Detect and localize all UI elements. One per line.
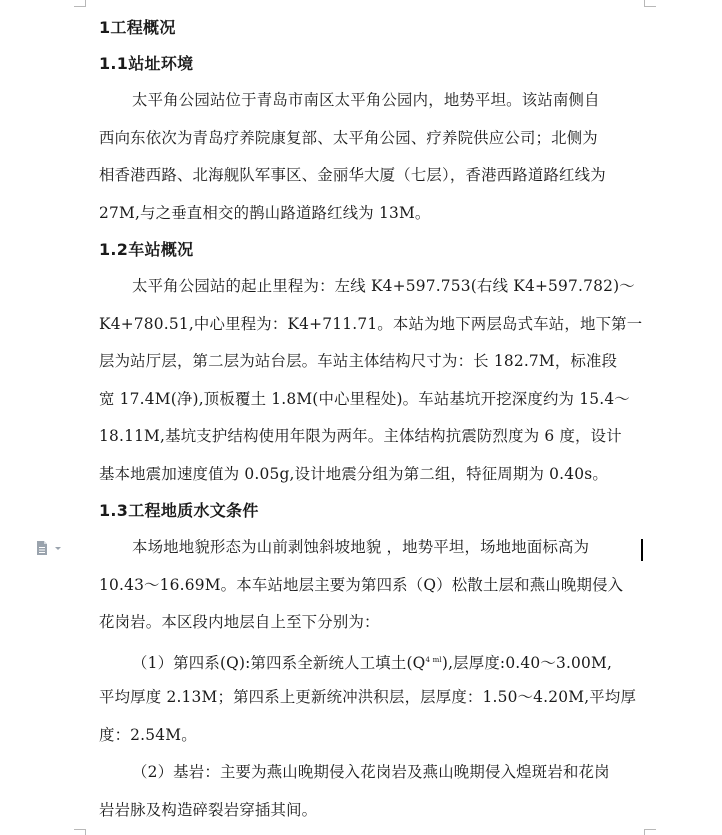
section-1-3-title: 1.3工程地质水文条件 bbox=[99, 501, 259, 520]
crop-mark-top-right bbox=[644, 0, 645, 7]
section-1-2-title: 1.2车站概况 bbox=[99, 240, 194, 259]
crop-mark-top-left bbox=[74, 6, 85, 7]
paragraph-line: 层为站厅层，第二层为站台层。车站主体结构尺寸为：长 182.7M，标准段 bbox=[99, 352, 618, 370]
paragraph-line: 花岗岩。本区段内地层自上至下分别为： bbox=[99, 613, 380, 631]
crop-mark-top-right bbox=[644, 6, 656, 7]
paragraph-line: 相香港西路、北海舰队军事区、金丽华大厦（七层），香港西路道路红线为 bbox=[99, 166, 606, 184]
list-item-2 bbox=[99, 754, 644, 829]
paragraph-line: 18.11M,基坑支护结构使用年限为两年。主体结构抗震防烈度为 6 度，设计 bbox=[99, 427, 622, 445]
paragraph-line: 西向东依次为青岛疗养院康复部、太平角公园、疗养院供应公司；北侧为 bbox=[99, 128, 598, 147]
section-1-title: 1工程概况 bbox=[99, 18, 176, 37]
paragraph-options-icon[interactable] bbox=[36, 540, 62, 554]
crop-mark-bottom-right bbox=[644, 829, 645, 835]
paragraph-line: 太平角公园站位于青岛市南区太平角公园内，地势平坦。该站南侧自 bbox=[132, 91, 600, 109]
paragraph-line: 宽 17.4M(净),顶板覆土 1.8M(中心里程处)。车站基坑开挖深度约为 15.4～ bbox=[99, 389, 630, 408]
paragraph-line: （2）基岩：主要为燕山晚期侵入花岗岩及燕山晚期侵入煌斑岩和花岗 bbox=[132, 763, 610, 781]
list-item-first-line bbox=[99, 642, 644, 680]
list-item-1 bbox=[99, 642, 644, 755]
section-1-1-paragraph bbox=[99, 82, 644, 232]
list-item-text: （1）第四系(Q):第四系全新统人工填土(Q bbox=[132, 653, 426, 672]
paragraph-line: 本场地地貌形态为山前剥蚀斜坡地貌 ，地势平坦，场地地面标高为 bbox=[132, 538, 590, 556]
paragraph-line: 10.43～16.69M。本车站地层主要为第四系（Q）松散土层和燕山晚期侵入 bbox=[99, 575, 624, 594]
section-1-3-paragraph bbox=[99, 529, 644, 642]
paragraph-line: 基本地震加速度值为 0.05g,设计地震分组为第二组，特征周期为 0.40s。 bbox=[99, 464, 608, 483]
crop-mark-bottom-right bbox=[644, 829, 656, 830]
paragraph-line: 度：2.54M。 bbox=[99, 725, 197, 744]
crop-mark-bottom-left bbox=[74, 829, 85, 830]
paragraph-line: 27M,与之垂直相交的鹊山路道路红线为 13M。 bbox=[99, 203, 431, 222]
paragraph-line: 岩岩脉及构造碎裂岩穿插其间。 bbox=[99, 800, 318, 819]
section-1-1-title: 1.1站址环境 bbox=[99, 54, 194, 73]
list-item-text: ),层厚度:0.40～3.00M, bbox=[441, 653, 613, 672]
geology-code-superscript: 4 ml bbox=[425, 655, 442, 664]
crop-mark-top-left bbox=[85, 0, 86, 7]
paragraph-line: K4+780.51,中心里程为：K4+711.71。本站为地下两层岛式车站，地下第一 bbox=[99, 314, 643, 333]
paragraph-line: 平均厚度 2.13M；第四系上更新统冲洪积层，层厚度：1.50～4.20M,平均厚 bbox=[99, 688, 637, 706]
paragraph-line: 太平角公园站的起止里程为：左线 K4+597.753(右线 K4+597.782)～ bbox=[132, 277, 635, 295]
crop-mark-bottom-left bbox=[85, 829, 86, 835]
section-1-2-paragraph bbox=[99, 268, 644, 493]
document-body bbox=[99, 10, 644, 829]
